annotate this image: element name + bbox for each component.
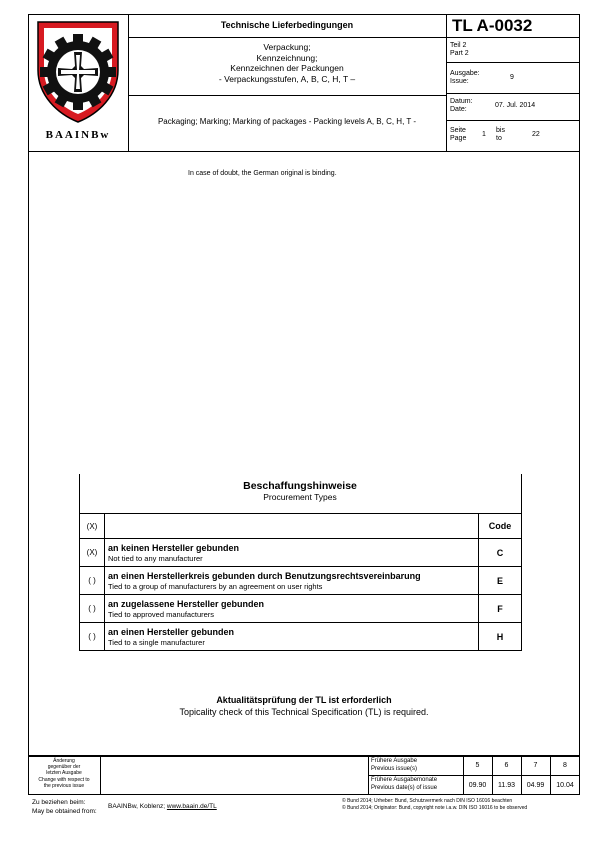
prev-issue: 5 — [475, 762, 480, 769]
page-label — [450, 127, 466, 143]
procurement-row — [80, 623, 522, 651]
issue-label-de: Ausgabe: — [450, 70, 480, 77]
procurement-subtitle: Procurement Types — [263, 492, 337, 502]
description-column-header — [105, 514, 479, 539]
issue-label — [450, 70, 480, 86]
topicality-en: Topicality check of this Technical Specification (TL) is required. — [179, 707, 429, 717]
prev-date: 04.99 — [526, 782, 545, 789]
prev-dates-label-de: Frühere Ausgabemonate — [371, 777, 438, 783]
header-bottom-line — [28, 151, 580, 152]
date-label — [450, 98, 473, 114]
obtain-label-de: Zu beziehen beim: — [32, 799, 86, 806]
title-de — [128, 42, 446, 84]
procurement-description — [105, 567, 479, 595]
procurement-description — [105, 539, 479, 567]
procurement-en: Not tied to any manufacturer — [108, 553, 203, 563]
title-de-line: Kennzeichnung; — [256, 52, 318, 63]
org-name: BAAINBw — [45, 129, 111, 141]
doc-id: TL A-0032 — [452, 16, 533, 35]
page-label-en: Page — [450, 135, 467, 142]
binding-notice: In case of doubt, the German original is binding. — [188, 170, 337, 177]
prev-dates-label — [371, 777, 437, 792]
prev-issue-label — [371, 758, 417, 773]
procurement-en: Tied to a group of manufacturers by an agreement on user rights — [108, 581, 323, 591]
procurement-description — [105, 595, 479, 623]
part-de: Teil 2 — [450, 42, 467, 49]
procurement-row — [80, 595, 522, 623]
change-label-line: Change with respect to — [38, 776, 90, 783]
prev-date: 10.04 — [556, 782, 574, 789]
page-to: 22 — [532, 131, 540, 138]
prev-dates-label-en: Previous date(s) of issue — [371, 784, 438, 791]
procurement-code: F — [479, 595, 522, 623]
procurement-de: an einen Herstellerkreis gebunden durch Benutzungsrechtsvereinbarung — [108, 570, 421, 581]
page-label-de: Seite — [450, 127, 466, 134]
procurement-mark: ( ) — [80, 595, 105, 623]
procurement-mark: ( ) — [80, 567, 105, 595]
change-label-line: Änderung — [53, 758, 75, 764]
procurement-table — [79, 513, 522, 651]
header-divider — [446, 120, 580, 121]
prev-issue: 8 — [563, 762, 567, 769]
procurement-en: Tied to a single manufacturer — [108, 637, 205, 647]
prev-issue: 7 — [533, 762, 538, 769]
obtain-link[interactable]: www.baain.de/TL — [166, 803, 217, 810]
obtain-label — [32, 799, 97, 816]
doc-class: Technische Lieferbedingungen — [220, 20, 354, 30]
procurement-en: Tied to approved manufacturers — [108, 609, 215, 619]
footer-divider — [368, 775, 580, 776]
topicality-de: Aktualitätsprüfung der TL ist erforderlich — [216, 695, 392, 705]
prev-date: 09.90 — [468, 782, 487, 789]
prev-issue-label-en: Previous issue(s) — [371, 765, 418, 772]
procurement-mark: (X) — [80, 539, 105, 567]
mark-column-header: (X) — [80, 514, 105, 539]
change-label-line: the previous issue — [43, 782, 85, 789]
part-label — [450, 42, 469, 58]
procurement-de: an zugelassene Hersteller gebunden — [108, 598, 265, 609]
header-divider — [128, 37, 580, 38]
obtain-label-en: May be obtained from: — [32, 807, 97, 815]
procurement-row — [80, 567, 522, 595]
change-label — [29, 758, 99, 789]
procurement-header-row — [80, 514, 522, 539]
copyright-de: © Bund 2014; Urheber: Bund, Schutzvermerk nach DIN ISO 16016 beachten — [342, 798, 513, 804]
date-label-en: Date: — [450, 106, 467, 113]
title-en: Packaging; Marking; Marking of packages - Packing levels A, B, C, H, T - — [157, 117, 417, 126]
to-label — [496, 127, 505, 143]
prev-issue-label-de: Frühere Ausgabe — [371, 758, 418, 764]
part-en: Part 2 — [450, 50, 469, 57]
footer-divider — [100, 756, 101, 795]
page-from: 1 — [482, 131, 486, 138]
header-divider — [128, 95, 446, 96]
prev-issue: 6 — [504, 762, 509, 769]
header-divider — [446, 14, 447, 151]
procurement-de: an einen Hersteller gebunden — [108, 626, 235, 637]
date-label-de: Datum: — [450, 98, 473, 105]
procurement-code: E — [479, 567, 522, 595]
procurement-row — [80, 539, 522, 567]
procurement-code: C — [479, 539, 522, 567]
procurement-code: H — [479, 623, 522, 651]
title-de-line: Kennzeichnen der Packungen — [230, 63, 344, 73]
baainbw-logo — [32, 18, 124, 130]
procurement-title: Beschaffungshinweise — [243, 480, 357, 492]
title-de-line: - Verpackungsstufen, A, B, C, H, T – — [218, 73, 356, 84]
header-divider — [446, 93, 580, 94]
to-label-de: bis — [496, 127, 505, 134]
code-column-header: Code — [479, 514, 522, 539]
procurement-de: an keinen Hersteller gebunden — [108, 542, 240, 553]
procurement-mark: ( ) — [80, 623, 105, 651]
change-label-line: gegenüber der — [47, 764, 81, 771]
procurement-description — [105, 623, 479, 651]
obtain-source — [108, 803, 217, 812]
change-label-line: letzten Ausgabe — [46, 770, 82, 777]
copyright — [342, 798, 527, 812]
header-divider — [446, 62, 580, 63]
copyright-en: © Bund 2014; Originator: Bund, copyright note i.a.w. DIN ISO 16016 to be observed — [342, 805, 528, 811]
issue-value: 9 — [510, 74, 514, 81]
date-value: 07. Jul. 2014 — [495, 102, 536, 109]
prev-date: 11.93 — [498, 782, 515, 789]
procurement-box-right — [521, 474, 522, 514]
to-label-en: to — [496, 135, 502, 142]
obtain-org: BAAINBw, Koblenz; — [108, 803, 167, 810]
issue-label-en: Issue: — [450, 78, 469, 85]
title-de-line: Verpackung; — [263, 42, 311, 52]
